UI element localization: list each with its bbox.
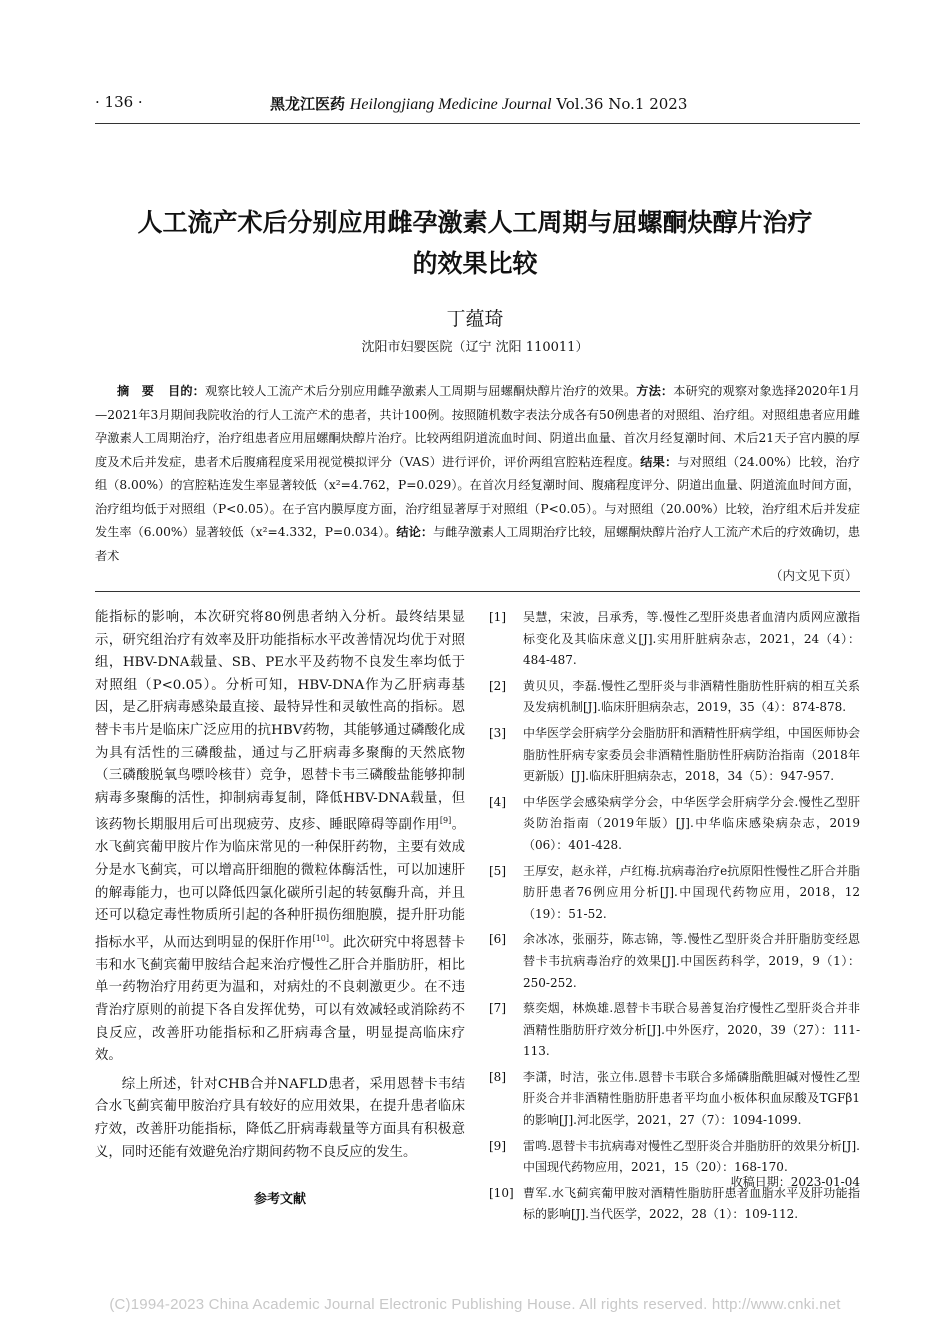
body-text: 。此次研究中将恩替卡韦和水飞蓟宾葡甲胺结合起来治疗慢性乙肝合并脂肪肝，相比单一药物治疗用药更为温和，对病灶的不良刺激更少。在不违背治疗原则的前提下各自发挥优势，可以有效减轻或消除药不良反应，改善肝功能指标和乙肝病毒含量，明显提高临床疗效。 [95, 935, 466, 1064]
reference-number: [10] [489, 1185, 514, 1200]
author-name: 丁蕴琦 [446, 308, 504, 330]
page-number: · 136 · [95, 93, 143, 111]
body-paragraph-2: 综上所述，针对CHB合并NAFLD患者，采用恩替卡韦结合水飞蓟宾葡甲胺治疗具有较好的应用效果，在提升患者临床疗效，改善肝功能指标，降低乙肝病毒载量等方面具有积极意义，同时还能有效避免治疗期间药物不良反应的发生。 [95, 1076, 465, 1160]
reference-item [485, 676, 860, 719]
objective-label: 目的： [168, 384, 205, 398]
page-header [95, 93, 860, 124]
body-left-column [95, 607, 465, 1164]
reference-text: 余冰冰，张丽芬，陈志锦，等.慢性乙型肝炎合并肝脂肪变经恩替卡韦抗病毒治疗的效果[J].中国医药科学，2019，9（1）：250-252. [523, 932, 860, 990]
results-label: 结果： [640, 454, 678, 469]
reference-text: 雷鸣.恩替卡韦抗病毒对慢性乙型肝炎合并脂肪肝的效果分析[J].中国现代药物应用，2021，15（20）：168-170. [523, 1138, 860, 1175]
methods-text: 本研究的观察对象选择2020年1月—2021年3月期间我院收治的行人工流产术的患者，共计100例。按照随机数字表法分成各有50例患者的对照组、治疗组。对照组患者应用雌孕激素人工周期治疗，治疗组患者应用屈螺酮炔醇片治疗。比较两组阴道流血时间、阴道出血量、首次月经复潮时间、术后21天子宫内膜的厚度及术后并发症，患者术后腹痛程度采用视觉模拟评分（VAS）进行评价，评价两组宫腔粘连程度。 [95, 384, 861, 469]
reference-item [485, 1067, 860, 1132]
author-affiliation: 沈阳市妇婴医院（辽宁 沈阳 110011） [361, 340, 589, 355]
reference-number: [8] [489, 1069, 506, 1084]
abstract-label: 摘 要 [117, 384, 159, 398]
reference-text: 中华医学会感染病学分会，中华医学会肝病学分会.慢性乙型肝炎防治指南（2019年版）[J].中华临床感染病杂志，2019（06）：401-428. [523, 794, 860, 852]
reference-number: [9] [489, 1138, 506, 1153]
reference-number: [5] [489, 863, 506, 878]
objective-text: 观察比较人工流产术后分别应用雌孕激素人工周期与屈螺酮炔醇片治疗的效果。 [205, 384, 637, 398]
body-text: 能指标的影响，本次研究将80例患者纳入分析。最终结果显示，研究组治疗有效率及肝功能指标水平改善情况均优于对照组，HBV-DNA载量、SB、PE水平及药物不良发生率均低于对照组（P<0.05）。分析可知，HBV-DNA作为乙肝病毒基因，是乙肝病毒感染最直接、最特异性和灵敏性高的指标。恩替卡韦片是临床广泛应用的抗HBV药物，其能够通过磷酸化成为具有活性的三磷酸盐，通过与乙肝病毒多聚酶的天然底物（三磷酸脱氧鸟嘌呤核苷）竞争，恩替卡韦三磷酸盐能够抑制病毒多聚酶的活性，抑制病毒复制，降低HBV-DNA载量，但该药物长期服用后可出现疲劳、皮疹、睡眠障碍等副作用 [95, 610, 465, 833]
reference-number: [4] [489, 794, 506, 809]
continued-note: （内文见下页） [770, 568, 858, 583]
body-paragraph-1 [95, 607, 465, 1068]
reference-number: [2] [489, 678, 506, 693]
reference-number: [6] [489, 932, 506, 947]
reference-text: 中华医学会肝病学分会脂肪肝和酒精性肝病学组，中国医师协会脂肪性肝病专家委员会非酒精性脂肪性肝病防治指南（2018年更新版）[J].临床肝胆病杂志，2018，34（5）：947-957. [523, 725, 860, 784]
journal-name-en: Heilongjiang Medicine Journal [349, 96, 552, 113]
results-text: 与对照组（24.00%）比较，治疗组（8.00%）的宫腔粘连发生率显著较低（x²=4.762，P=0.029）。在首次月经复潮时间、腹痛程度评分、阴道出血量、阴道流血时间方面，治疗组均低于对照组（P<0.05）。在子宫内膜厚度方面，治疗组显著厚于对照组（P<0.05）。与对照组（20.00%）比较，治疗组术后并发症发生率（6.00%）显著较低（x²=4.332，P=0.034）。 [95, 454, 860, 539]
conclusion-label: 结论： [396, 525, 434, 539]
reference-item [485, 723, 860, 788]
citation: [9] [439, 816, 452, 826]
copyright-watermark: (C)1994-2023 China Academic Journal Electronic Publishing House. All rights reserved. http://www.cnki.net [109, 1296, 841, 1313]
reference-text: 黄贝贝，李磊.慢性乙型肝炎与非酒精性脂肪性肝病的相互关系及发病机制[J].临床肝胆病杂志，2019，35（4）：874-878. [523, 678, 860, 715]
journal-name-cn: 黑龙江医药 [270, 95, 346, 113]
reference-text: 王厚安，赵永祥，卢红梅.抗病毒治疗e抗原阳性慢性乙肝合并脂肪肝患者76例应用分析[J].中国现代药物应用，2018，12（19）：51-52. [523, 863, 860, 921]
reference-item [485, 607, 860, 672]
methods-label: 方法： [636, 384, 674, 398]
reference-item [485, 792, 860, 857]
reference-number: [7] [489, 1001, 506, 1016]
citation: [10] [312, 933, 330, 943]
title-line-1: 人工流产术后分别应用雌孕激素人工周期与屈螺酮炔醇片治疗 [137, 208, 813, 237]
reference-item [485, 929, 860, 994]
conclusion-text: 与雌孕激素人工周期治疗比较，屈螺酮炔醇片治疗人工流产术后的疗效确切，患者术 [95, 525, 861, 563]
received-date: 收稿日期：2023-01-04 [730, 1175, 860, 1189]
reference-item [485, 998, 860, 1063]
reference-number: [3] [489, 725, 506, 740]
journal-volume: Vol.36 No.1 2023 [556, 95, 688, 113]
reference-text: 吴慧，宋波，吕承秀，等.慢性乙型肝炎患者血清内质网应激指标变化及其临床意义[J].实用肝脏病杂志，2021，24（4）：484-487. [523, 610, 860, 668]
article-title [80, 202, 870, 284]
reference-item [485, 861, 860, 926]
reference-number: [1] [489, 610, 506, 624]
reference-text: 曹军.水飞蓟宾葡甲胺对酒精性脂肪肝患者血脂水平及肝功能指标的影响[J].当代医学，2022，28（1）：109-112. [523, 1185, 860, 1222]
references-heading: 参考文献 [253, 1192, 306, 1207]
section-divider [95, 591, 860, 592]
reference-list [485, 607, 860, 1230]
reference-text: 李潇，时洁，张立伟.恩替卡韦联合多烯磷脂酰胆碱对慢性乙型肝炎合并非酒精性脂肪肝患者平均血小板体积血尿酸及TGFβ1的影响[J].河北医学，2021，27（7）：1094-1099. [523, 1069, 860, 1128]
body-text: 。水飞蓟宾葡甲胺片作为临床常见的一种保肝药物，主要有效成分是水飞蓟宾，可以增高肝细胞的微粒体酶活性，可以加速肝的解毒能力，也可以降低四氯化碳所引起的转氨酶升高，并且还可以稳定毒性物质所引起的各种肝损伤细胞膜，提升肝功能指标水平，从而达到明显的保肝作用 [95, 817, 466, 951]
title-line-2: 的效果比较 [412, 249, 538, 278]
abstract [95, 380, 860, 568]
reference-text: 蔡奕烟，林焕雄.恩替卡韦联合易善复治疗慢性乙型肝炎合并非酒精性脂肪肝疗效分析[J].中外医疗，2020，39（27）：111-113. [523, 1001, 860, 1059]
journal-name [270, 93, 687, 114]
